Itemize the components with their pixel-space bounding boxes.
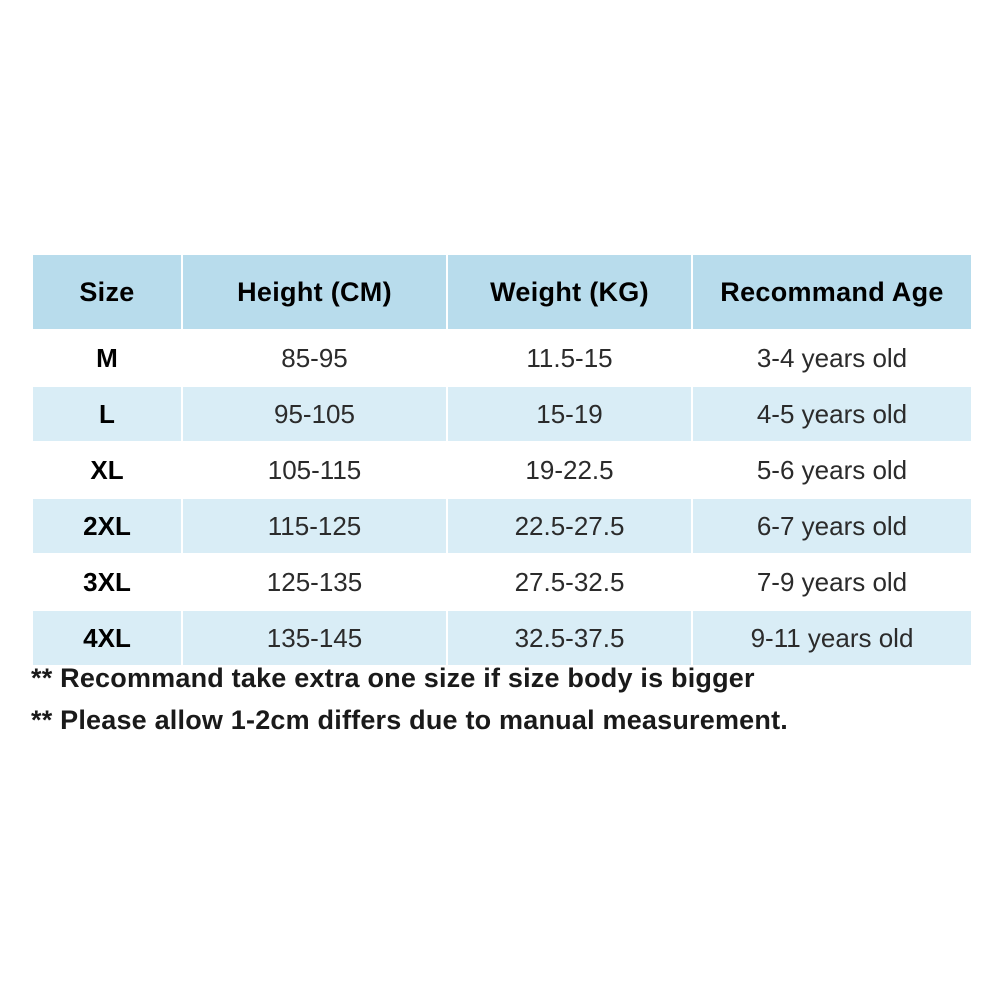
cell-height: 115-125 [182,498,447,554]
note-line-2: ** Please allow 1-2cm differs due to manual measurement. [31,704,788,735]
cell-weight: 15-19 [447,386,692,442]
note-line-1: ** Recommand take extra one size if size body is bigger [31,663,755,693]
cell-height: 85-95 [182,330,447,386]
table-row [32,386,972,442]
column-header-height: Height (CM) [182,254,447,330]
cell-weight: 32.5-37.5 [447,610,692,666]
cell-height: 95-105 [182,386,447,442]
cell-weight: 11.5-15 [447,330,692,386]
cell-height: 105-115 [182,442,447,498]
column-header-size: Size [32,254,182,330]
cell-weight: 27.5-32.5 [447,554,692,610]
cell-size: 3XL [32,554,182,610]
cell-height: 135-145 [182,610,447,666]
size-chart-table-container [31,253,971,667]
cell-size: 4XL [32,610,182,666]
size-chart-table [31,253,973,667]
table-row [32,554,972,610]
cell-age: 5-6 years old [692,442,972,498]
cell-age: 4-5 years old [692,386,972,442]
cell-size: 2XL [32,498,182,554]
cell-age: 7-9 years old [692,554,972,610]
cell-weight: 19-22.5 [447,442,692,498]
column-header-age: Recommand Age [692,254,972,330]
table-row [32,498,972,554]
cell-age: 6-7 years old [692,498,972,554]
cell-age: 3-4 years old [692,330,972,386]
cell-height: 125-135 [182,554,447,610]
cell-age: 9-11 years old [692,610,972,666]
cell-weight: 22.5-27.5 [447,498,692,554]
table-row [32,442,972,498]
table-header-row [32,254,972,330]
table-row [32,330,972,386]
cell-size: M [32,330,182,386]
cell-size: L [32,386,182,442]
notes-section [31,658,971,742]
table-header [32,254,972,330]
table-body [32,330,972,666]
cell-size: XL [32,442,182,498]
column-header-weight: Weight (KG) [447,254,692,330]
